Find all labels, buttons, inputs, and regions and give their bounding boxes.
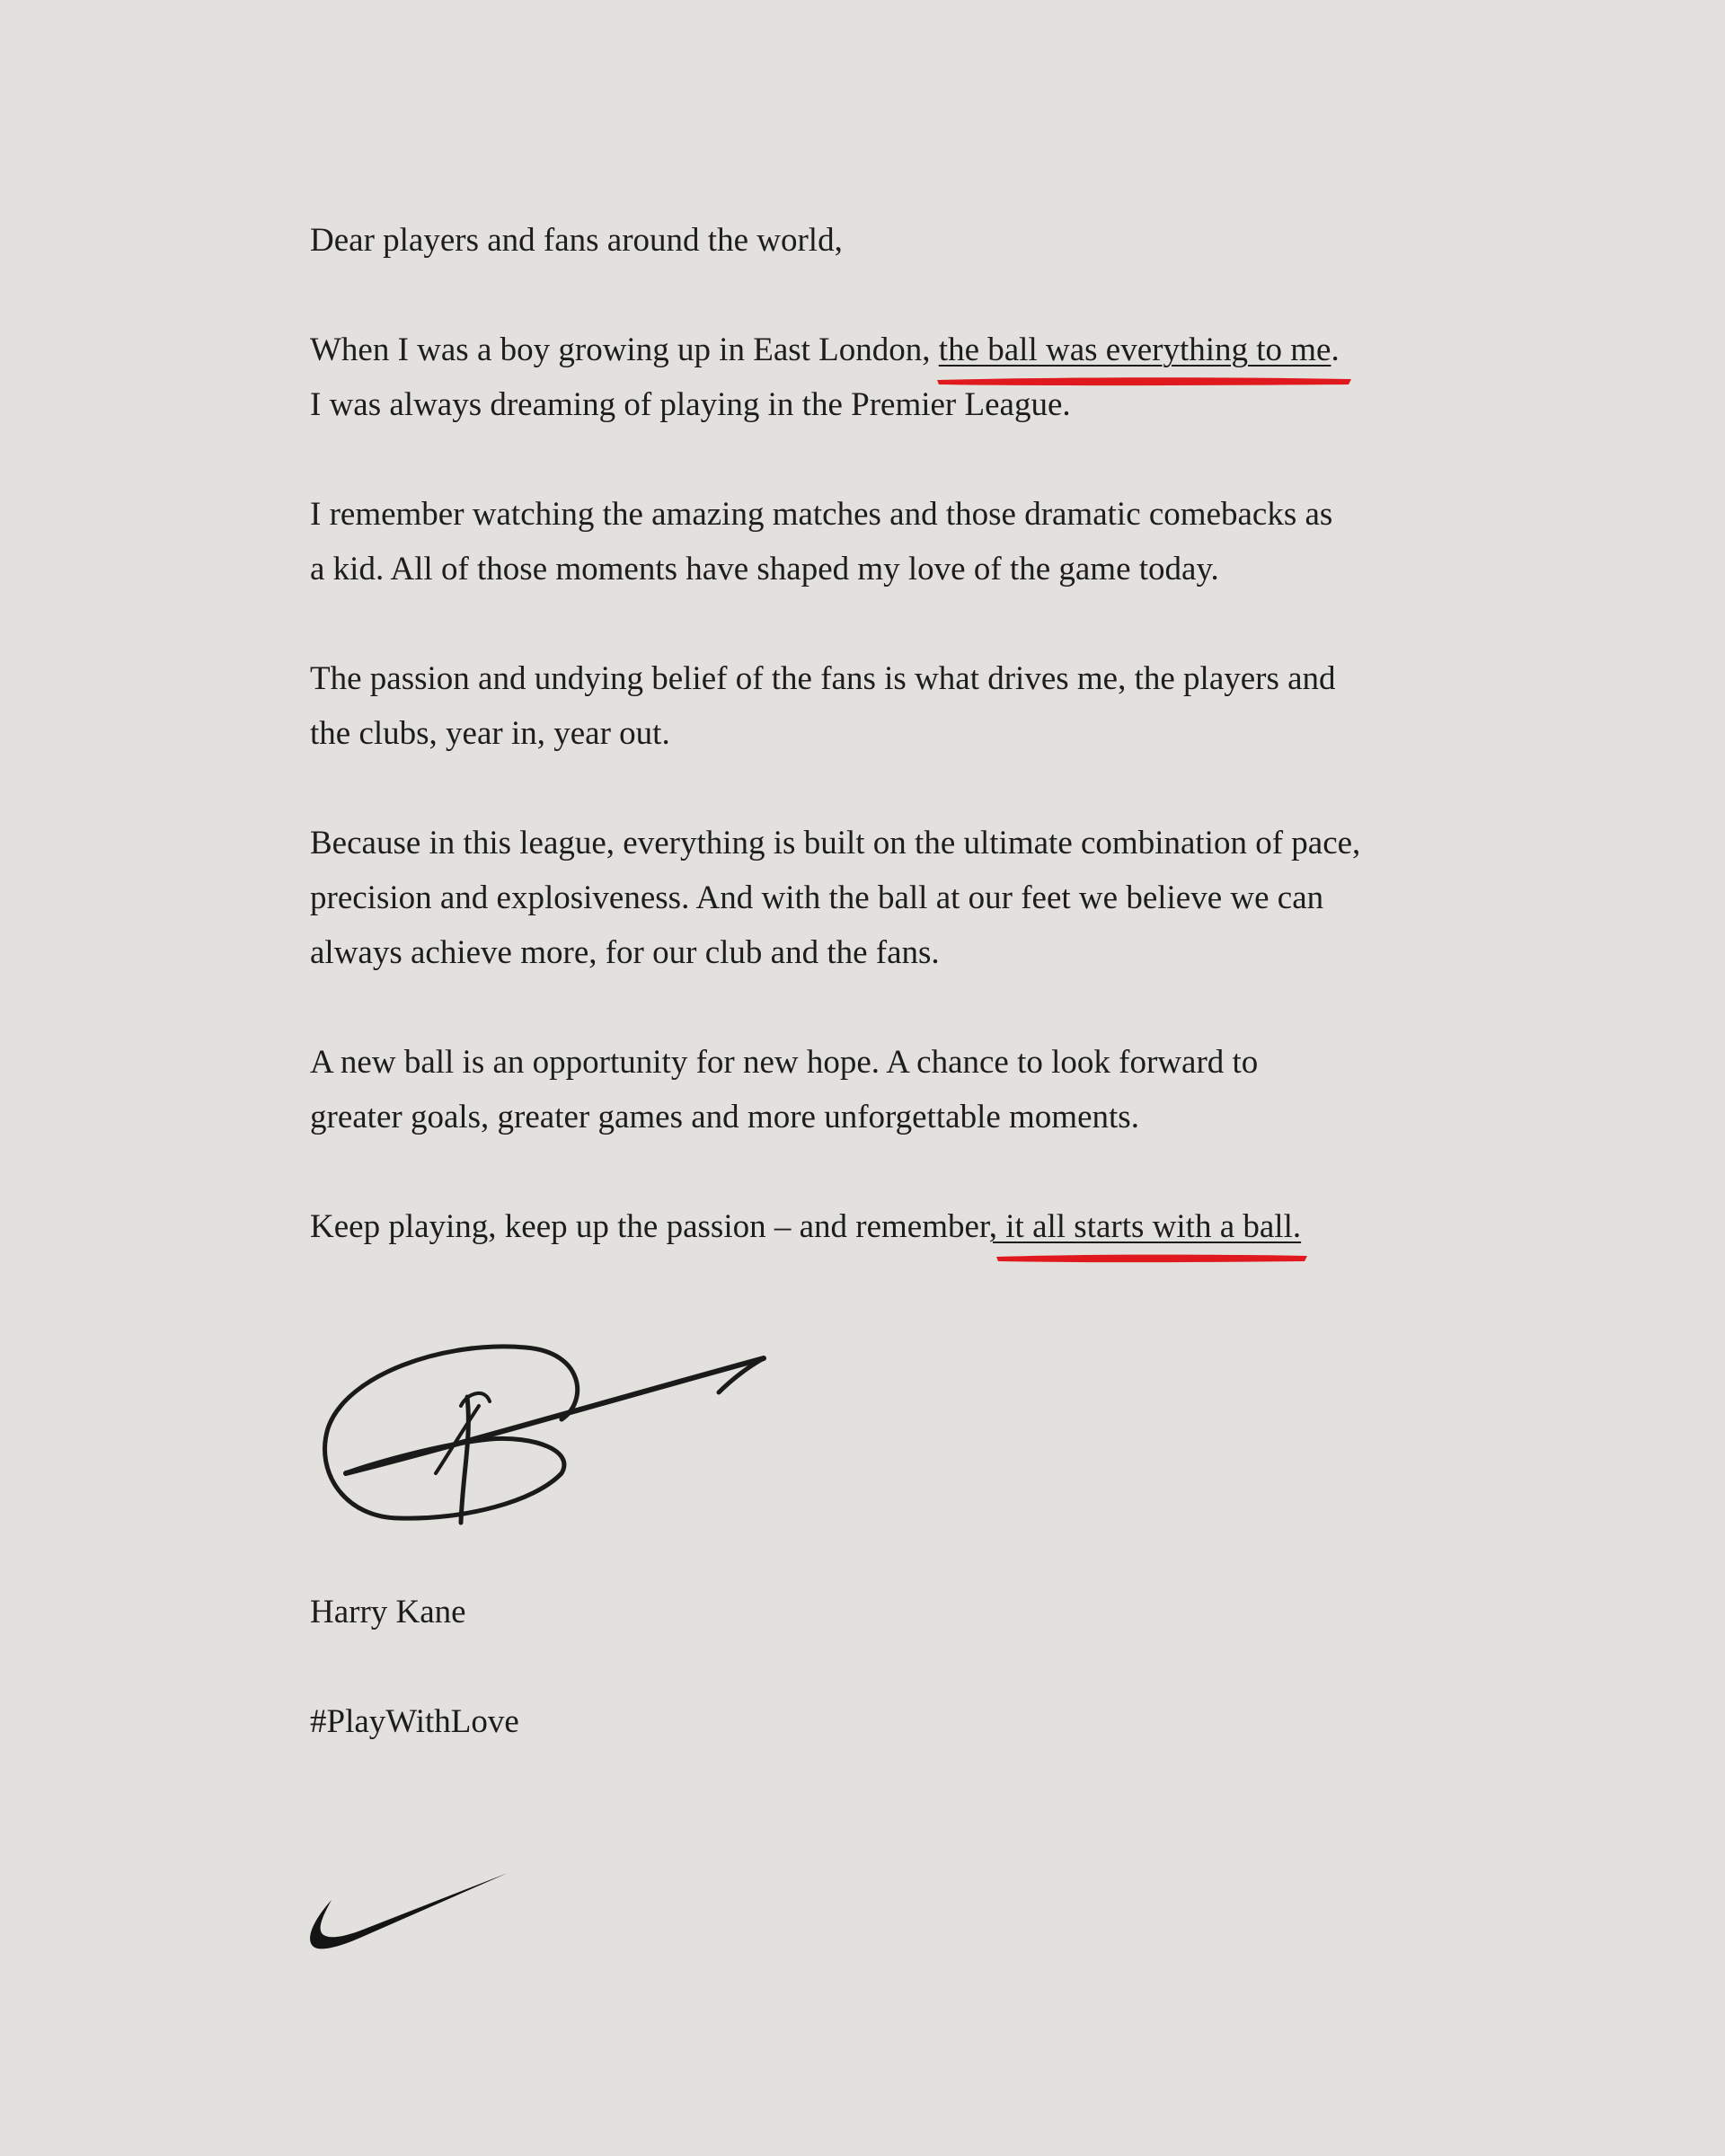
underlined-phrase-starts-with-ball <box>989 1208 1301 1245</box>
paragraph-line: I remember watching the amazing matches and those dramatic comebacks as <box>310 496 1333 533</box>
signature-icon <box>310 1339 786 1545</box>
paragraph-childhood <box>310 323 1478 432</box>
paragraph-line: A new ball is an opportunity for new hope. A chance to look forward to <box>310 1044 1259 1081</box>
hashtag: #PlayWithLove <box>310 1703 519 1740</box>
highlight-text: , it all starts with a ball. <box>988 1208 1302 1245</box>
paragraph-line: the clubs, year in, year out. <box>310 715 670 752</box>
paragraph-line: The passion and undying belief of the fans is what drives me, the players and <box>310 660 1336 697</box>
paragraph-line: always achieve more, for our club and the fans. <box>310 934 940 971</box>
text-segment: Keep playing, keep up the passion – and remember <box>310 1208 989 1245</box>
highlight-text: the ball was everything to me <box>938 331 1331 368</box>
paragraph-line <box>310 1199 1478 1254</box>
paragraph-closing <box>310 1199 1478 1254</box>
paragraph-line: a kid. All of those moments have shaped my love of the game today. <box>310 551 1219 588</box>
paragraph-league <box>310 816 1478 980</box>
swoosh-logo-icon <box>308 1873 508 1952</box>
paragraph-line <box>310 323 1478 377</box>
paragraph-line: precision and explosiveness. And with the ball at our feet we believe we can <box>310 879 1324 916</box>
letter-body <box>310 213 1478 1309</box>
text-segment: When I was a boy growing up in East London, <box>310 331 939 368</box>
text-segment: . <box>1331 331 1340 368</box>
signer-name: Harry Kane <box>310 1594 466 1630</box>
underlined-phrase-ball-everything <box>939 331 1331 368</box>
paragraph-line: I was always dreaming of playing in the Premier League. <box>310 386 1071 423</box>
paragraph-line: Because in this league, everything is built on the ultimate combination of pace, <box>310 825 1361 862</box>
greeting: Dear players and fans around the world, <box>310 222 843 259</box>
paragraph-memories <box>310 487 1478 596</box>
paragraph-new-ball <box>310 1035 1478 1144</box>
paragraph-line: greater goals, greater games and more unforgettable moments. <box>310 1099 1139 1135</box>
red-brush-underline <box>995 1252 1309 1265</box>
paragraph-passion <box>310 651 1478 761</box>
